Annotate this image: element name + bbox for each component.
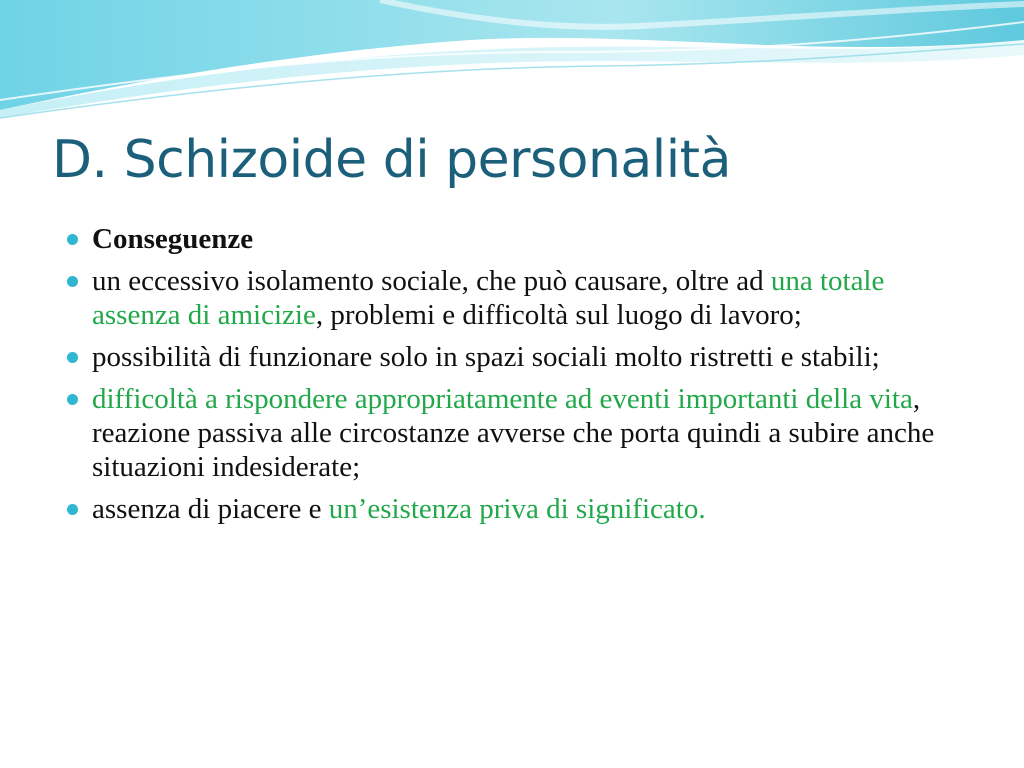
bullet-icon [67,394,78,405]
bullet-list [64,222,964,534]
bullet-item [64,492,964,526]
bullet-item [64,264,964,332]
bullet-icon [67,276,78,287]
bullet-highlight: difficoltà a rispondere appropriatamente ad eventi importanti della vita [92,383,913,415]
header-wave-decoration [0,0,1024,130]
bullet-item [64,382,964,484]
bullet-heading: Conseguenze [92,223,254,255]
bullet-item [64,340,964,374]
bullet-text: assenza di piacere e [92,493,329,525]
bullet-highlight: un’esistenza priva di significato. [328,493,706,525]
bullet-text: , reazione passiva alle circostanze avverse che porta quindi a subire anche situazioni indesiderate; [92,383,935,483]
bullet-text: , problemi e difficoltà sul luogo di lavoro; [315,299,802,331]
bullet-icon [67,234,78,245]
bullet-highlight: una totale assenza di amicizie [92,265,885,331]
bullet-icon [67,504,78,515]
bullet-text: un eccessivo isolamento sociale, che può causare, oltre ad [92,265,771,297]
bullet-item [64,222,964,256]
bullet-text: possibilità di funzionare solo in spazi sociali molto ristretti e stabili; [92,341,880,373]
bullet-icon [67,352,78,363]
slide-title: D. Schizoide di personalità [52,130,731,190]
